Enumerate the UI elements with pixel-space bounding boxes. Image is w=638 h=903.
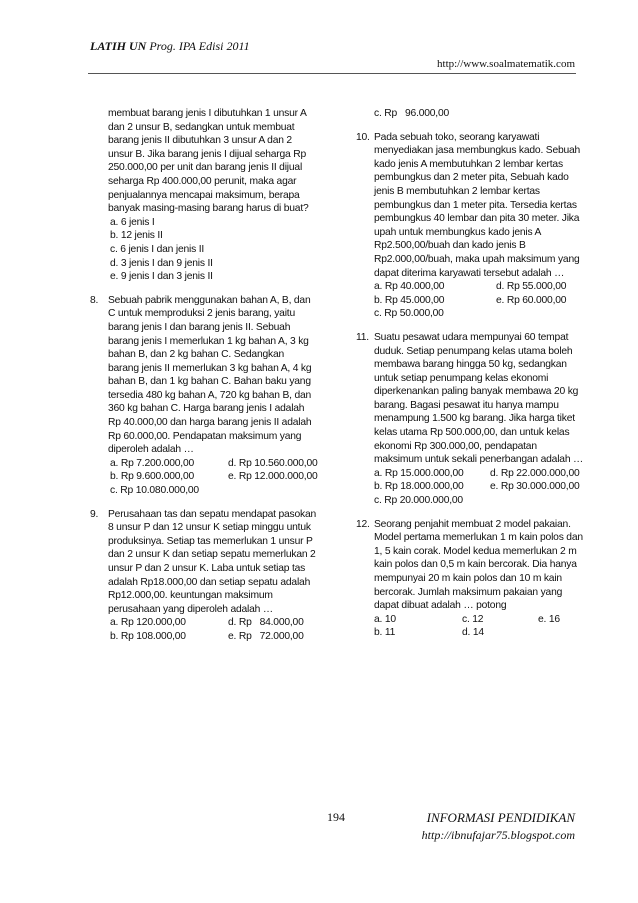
option-b: b. Rp 9.600.000,00 [110,471,194,483]
option-b: b. Rp 45.000,00 [374,294,445,306]
option-row [374,294,586,308]
text-line: banyak masing-masing barang harus di buat? [108,203,309,215]
option-row [108,457,322,471]
text-line: duduk. Setiap penumpang kelas utama boleh [374,345,573,357]
header-title [90,39,250,54]
option-row [374,613,586,627]
text-line: membawa barang hingga 50 kg, sedangkan [374,359,567,371]
option-row [374,467,586,481]
text-line: dan 2 unsur K dan setiap sepatu memerlukan 2 [108,549,316,561]
text-line: kain polos dan 0,5 m kain bercorak. Dia hanya [374,559,577,571]
header-title-rest: Prog. IPA Edisi 2011 [146,39,250,53]
header-title-bold: LATIH UN [90,39,147,53]
text-line: barang jenis II memerlukan 3 kg bahan A, 4 kg [108,362,312,374]
text-line: unsur B. Jika barang jenis I dijual seharga Rp [108,148,306,160]
text-line: bercorak. Jumlah maksimum pakaian yang [374,586,563,598]
text-line: Rp2.500,00/buah dan kado jenis B [374,240,526,252]
header-url[interactable]: http://www.soalmatematik.com [437,58,575,70]
footer-url[interactable]: http://ibnufajar75.blogspot.com [421,828,575,842]
text-line: dapat diterima karyawati tersebut adalah … [374,267,565,279]
option-e: e. Rp 72.000,00 [228,630,304,642]
text-line: Perusahaan tas dan sepatu mendapat pasokan [108,508,316,520]
text-line: Rp12.000,00. keuntungan maksimum [108,590,273,602]
text-line: Model pertama memerlukan 1 m kain polos dan [374,532,583,544]
text-line: upah untuk membungkus kado jenis A [374,226,542,238]
option: a. 6 jenis I [110,216,155,228]
option-b: b. 11 [374,627,396,639]
text-line: Rp 40.000,00 dan harga barang jenis II adalah [108,417,312,429]
text-line: barang jenis I dan barang jenis II. Sebuah [108,321,291,333]
text-line: kado jenis A membutuhkan 2 lembar kertas [374,158,563,170]
option-c: c. Rp 96.000,00 [374,108,450,119]
text-line: Sebuah pabrik menggunakan bahan A, B, dan [108,294,311,306]
text-line: kelas utama Rp 500.000,00, dan untuk kelas [374,427,570,439]
text-line: produksinya. Setiap tas memerlukan 1 unsur P [108,535,313,547]
text-line: barang jenis I memerlukan 1 kg bahan A, 3 kg [108,335,309,347]
option-c: c. Rp 10.080.000,00 [110,485,199,497]
option-a: a. Rp 40.000,00 [374,281,445,293]
option-d: d. Rp 22.000.000,00 [490,467,580,479]
question-12 [356,518,586,640]
text-line: jenis B membutuhkan 2 lembar kertas [374,185,540,197]
option-d: d. Rp 55.000,00 [496,281,567,293]
option: e. 9 jenis I dan 3 jenis II [110,271,213,283]
option-a: a. Rp 15.000.000,00 [374,467,464,479]
option-c: c. Rp 50.000,00 [374,308,444,320]
page-number: 194 [327,810,345,824]
text-line: pembungkus dan 2 meter pita, Sebuah kado [374,172,569,184]
option-e: e. Rp 30.000.000,00 [490,481,580,493]
option-d: d. Rp 10.560.000,00 [228,457,318,469]
option: c. 6 jenis I dan jenis II [110,243,205,255]
text-line: Suatu pesawat udara mempunyai 60 tempat [374,331,569,343]
text-line: penjualannya mencapai maksimum, berapa [108,189,300,201]
option-b: b. Rp 18.000.000,00 [374,481,464,493]
text-line: menampung 1.500 kg barang. Jika harga tiket [374,413,575,425]
question-8 [90,294,322,498]
text-line: diperoleh adalah … [108,444,194,456]
text-line: dapat dibuat adalah … potong [374,600,507,612]
option: d. 3 jenis I dan 9 jenis II [110,257,213,269]
option-e: e. 16 [538,613,560,625]
text-line: perusahaan yang diperoleh adalah … [108,603,273,615]
left-column [90,107,322,654]
option-a: a. Rp 120.000,00 [110,617,186,629]
option-row [374,480,586,494]
footer-title: INFORMASI PENDIDIKAN [426,810,575,825]
option-a: a. Rp 7.200.000,00 [110,457,194,469]
question-7-continuation [90,107,322,284]
question-number: 8. [90,294,99,306]
option-c: c. Rp 20.000.000,00 [374,495,463,507]
option-row [374,280,586,294]
text-line: Pada sebuah toko, seorang karyawati [374,131,540,143]
question-number: 9. [90,508,99,520]
text-line: pembungkus 40 lembar dan pita 30 meter. Jika [374,213,580,225]
question-number: 11. [356,331,369,343]
text-line: pembungkus dan 1 meter pita. Tersedia kertas [374,199,577,211]
text-line: diperkenankan paling banyak membawa 20 kg [374,386,579,398]
option-a: a. 10 [374,613,396,625]
option-e: e. Rp 60.000,00 [496,294,567,306]
text-line: untuk setiap penumpang kelas ekonomi [374,372,549,384]
option-row [374,626,586,640]
text-line: adalah Rp18.000,00 dan setiap sepatu adalah [108,576,311,588]
text-line: ekonomi Rp 300.000,00, pendapatan [374,440,537,452]
option-row [108,470,322,484]
text-line: 360 kg bahan C. Harga barang jenis I adalah [108,403,305,415]
option-row [108,616,322,630]
text-line: mempunyai 20 m kain polos dan 10 m kain [374,573,562,584]
question-number: 12. [356,518,370,530]
text-line: menyediakan jasa membungkus kado. Sebuah [374,145,581,157]
option-c: c. 12 [462,613,484,625]
text-line: Seorang penjahit membuat 2 model pakaian. [374,518,571,530]
text-line: 8 unsur P dan 12 unsur K setiap minggu untuk [108,522,311,534]
text-line: Rp 60.000,00. Pendapatan maksimum yang [108,430,302,442]
text-line: seharga Rp 400.000,00 perunit, maka agar [108,175,297,187]
question-11 [356,331,586,508]
question-9 [90,508,322,644]
text-line: 250.000,00 per unit dan barang jenis II dijual [108,162,303,174]
question-number: 10. [356,131,370,143]
text-line: 1, 5 kain corak. Model kedua memerlukan 2 m [374,545,577,557]
text-line: barang. Bagasi pesawat itu hanya mampu [374,399,559,411]
option-row [108,630,322,644]
text-line: bahan B, dan 1 kg bahan C. Bahan baku yang [108,376,311,388]
text-line: dan 2 unsur B, sedangkan untuk membuat [108,121,295,133]
option-b: b. Rp 108.000,00 [110,630,186,642]
text-line: barang jenis II dibutuhkan 3 unsur A dan 2 [108,135,292,147]
option: b. 12 jenis II [110,230,163,242]
question-9-continuation [356,107,586,121]
right-column [356,107,586,650]
text-line: unsur P dan 2 unsur K. Laba untuk setiap tas [108,563,306,574]
text-line: maksimum untuk sekali penerbangan adalah … [374,454,584,466]
text-line: bahan B, dan 2 kg bahan C. Sedangkan [108,349,285,361]
header-divider [88,73,576,74]
text-line: Rp2.000,00/buah, maka upah maksimum yang [374,253,580,265]
question-10 [356,131,586,321]
option-e: e. Rp 12.000.000,00 [228,471,318,483]
text-line: tersedia 480 kg bahan A, 720 kg bahan B, dan [108,389,312,401]
option-d: d. Rp 84.000,00 [228,617,304,629]
text-line: membuat barang jenis I dibutuhkan 1 unsur A [108,108,307,119]
text-line: C untuk memproduksi 2 jenis barang, yaitu [108,308,295,320]
option-d: d. 14 [462,627,484,639]
